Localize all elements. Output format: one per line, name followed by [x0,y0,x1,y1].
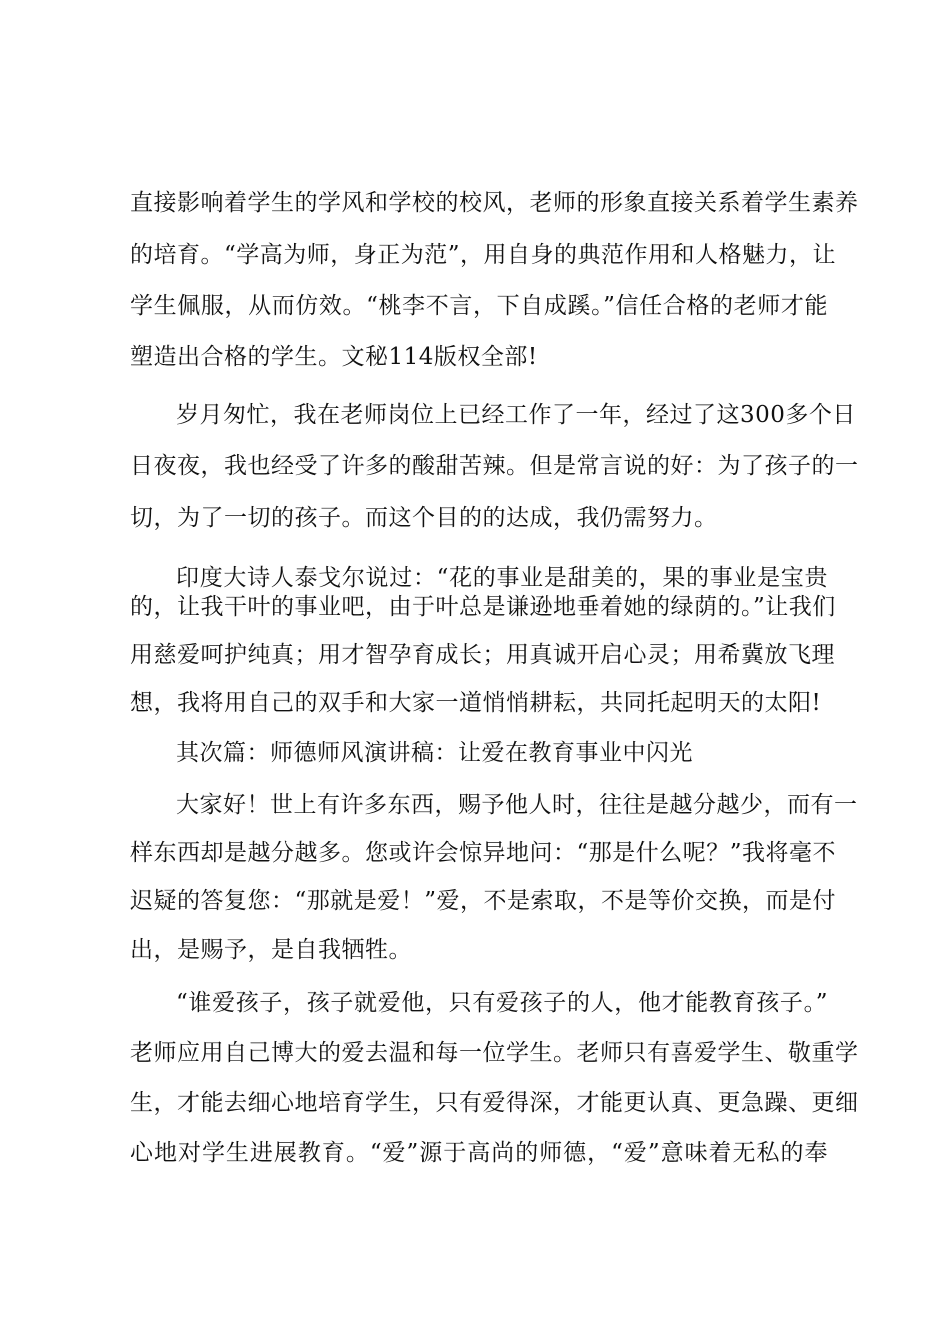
text-line: “谁爱孩子，孩子就爱他，只有爱孩子的人，他才能教育孩子。” [176,990,828,1016]
text-line: 塑造出合格的学生。文秘114版权全部! [130,344,538,370]
text-line: 生，才能去细心地培育学生，只有爱得深，才能更认真、更急躁、更细 [130,1090,859,1116]
text-line: 直接影响着学生的学风和学校的校风，老师的形象直接关系着学生素养 [130,190,859,216]
text-line: 大家好！世上有许多东西，赐予他人时，往往是越分越少，而有一 [176,792,858,818]
text-line: 老师应用自己博大的爱去温和每一位学生。老师只有喜爱学生、敬重学 [130,1040,859,1066]
text-line: 日夜夜，我也经受了许多的酸甜苦辣。但是常言说的好：为了孩子的一 [130,453,859,479]
text-line: 的培育。“学高为师，身正为范”，用自身的典范作用和人格魅力，让 [130,242,837,268]
text-line: 学生佩服，从而仿效。“桃李不言，下自成蹊。”信任合格的老师才能 [130,293,828,319]
text-line: 切，为了一切的孩子。而这个目的的达成，我仍需努力。 [130,505,718,531]
text-line: 迟疑的答复您：“那就是爱！”爱，不是索取，不是等价交换，而是付 [130,888,837,914]
text-line: 出，是赐予，是自我牺牲。 [130,937,412,963]
text-line: 印度大诗人泰戈尔说过：“花的事业是甜美的，果的事业是宝贵 [176,565,828,591]
section-heading: 其次篇：师德师风演讲稿：让爱在教育事业中闪光 [176,740,693,766]
text-line: 想，我将用自己的双手和大家一道悄悄耕耘，共同托起明天的太阳! [130,690,822,716]
text-line: 用慈爱呵护纯真；用才智孕育成长；用真诚开启心灵；用希冀放飞理 [130,642,835,668]
text-line: 的，让我干叶的事业吧，由于叶总是谦逊地垂着她的绿荫的。”让我们 [130,594,836,620]
text-line: 心地对学生进展教育。“爱”源于高尚的师德，“爱”意味着无私的奉 [130,1140,828,1166]
text-line: 样东西却是越分越多。您或许会惊异地问：“那是什么呢？”我将毫不 [130,840,837,866]
text-line: 岁月匆忙，我在老师岗位上已经工作了一年，经过了这300多个日 [176,402,856,428]
